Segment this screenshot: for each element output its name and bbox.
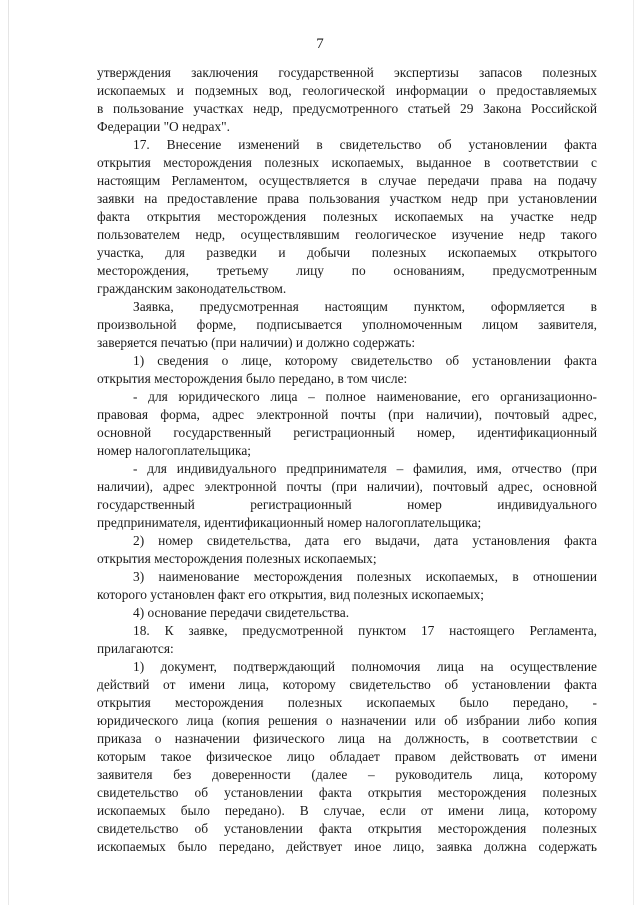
text-line: заявителя без доверенности (далее – руководитель лица, которому [97, 767, 597, 782]
text-line: свидетельство об установлении факта открытия месторождения полезных [97, 785, 597, 800]
text-line: юридического лица (копия решения о назначении или об избрании либо копия [97, 713, 597, 728]
page-number: 7 [316, 36, 324, 52]
text-line: которым такое физическое лицо обладает правом действовать от имени [97, 749, 597, 764]
text-line: ископаемых было передано). В случае, если от имени лица, которому [97, 803, 597, 818]
text-line: открытия месторождения полезных ископаемых; [97, 551, 377, 566]
text-line: настоящим Регламентом, осуществляется в случае передачи права на подачу [97, 173, 597, 188]
text-line: Федерации "О недрах". [97, 119, 230, 134]
text-line: наличии), адрес электронной почты (при наличии), почтовый адрес, основной [97, 479, 597, 494]
text-line: утверждения заключения государственной экспертизы запасов полезных [97, 65, 597, 80]
text-line: открытия месторождения было передано, в том числе: [97, 371, 408, 386]
text-line: Заявка, предусмотренная настоящим пунктом, оформляется в [133, 299, 597, 314]
text-line: участка, для разведки и добычи полезных ископаемых открытого [97, 245, 597, 260]
text-line: - для юридического лица – полное наименование, его организационно- [133, 389, 597, 404]
text-line: государственный регистрационный номер индивидуального [97, 497, 597, 512]
text-line: месторождения, третьему лицу по основаниям, предусмотренным [97, 263, 597, 278]
text-line: произвольной форме, подписывается уполномоченным лицом заявителя, [97, 317, 597, 332]
text-line: основной государственный регистрационный номер, идентификационный [97, 425, 597, 440]
text-line: ископаемых и подземных вод, геологической информации о предоставляемых [97, 83, 597, 98]
text-line: номер налогоплательщика; [97, 443, 251, 458]
text-line: прилагаются: [97, 641, 174, 656]
text-line: - для индивидуального предпринимателя – фамилия, имя, отчество (при [133, 461, 597, 476]
scan-edge-left [8, 0, 9, 905]
text-line: открытия месторождения полезных ископаемых, выданное в соответствии с [97, 155, 597, 170]
text-line: 3) наименование месторождения полезных ископаемых, в отношении [133, 569, 597, 584]
text-line: приказа о назначении физического лица на должность, в соответствии с [97, 731, 597, 746]
text-line: 17. Внесение изменений в свидетельство об установлении факта [133, 137, 597, 152]
text-line: 4) основание передачи свидетельства. [133, 605, 350, 620]
text-line: 1) сведения о лице, которому свидетельство об установлении факта [133, 353, 597, 368]
text-line: 1) документ, подтверждающий полномочия лица на осуществление [133, 659, 597, 674]
text-line: заверяется печатью (при наличии) и должно содержать: [97, 335, 416, 350]
text-line: действий от имени лица, которому свидетельство об установлении факта [97, 677, 597, 692]
text-line: 2) номер свидетельства, дата его выдачи, дата установления факта [133, 533, 597, 548]
text-line: свидетельство об установлении факта открытия месторождения полезных [97, 821, 597, 836]
text-line: ископаемых было передано, действует иное лицо, заявка должна содержать [97, 839, 597, 854]
scan-edge-right [633, 0, 634, 905]
text-line: пользователем недр, осуществлявшим геологическое изучение недр такого [97, 227, 597, 242]
text-line: 18. К заявке, предусмотренной пунктом 17 настоящего Регламента, [133, 623, 597, 638]
text-line: гражданским законодательством. [97, 281, 287, 296]
text-line: правовая форма, адрес электронной почты (при наличии), почтовый адрес, [97, 407, 597, 422]
text-line: открытия месторождения полезных ископаемых было передано, - [97, 695, 597, 710]
text-line: предпринимателя, идентификационный номер налогоплательщика; [97, 515, 482, 530]
text-line: в пользование участках недр, предусмотренного статьей 29 Закона Российской [97, 101, 597, 116]
text-line: заявки на предоставление права пользования участком недр при установлении [97, 191, 597, 206]
text-line: которого установлен факт его открытия, вид полезных ископаемых; [97, 587, 484, 602]
text-line: факта открытия месторождения полезных ископаемых на участке недр [97, 209, 597, 224]
